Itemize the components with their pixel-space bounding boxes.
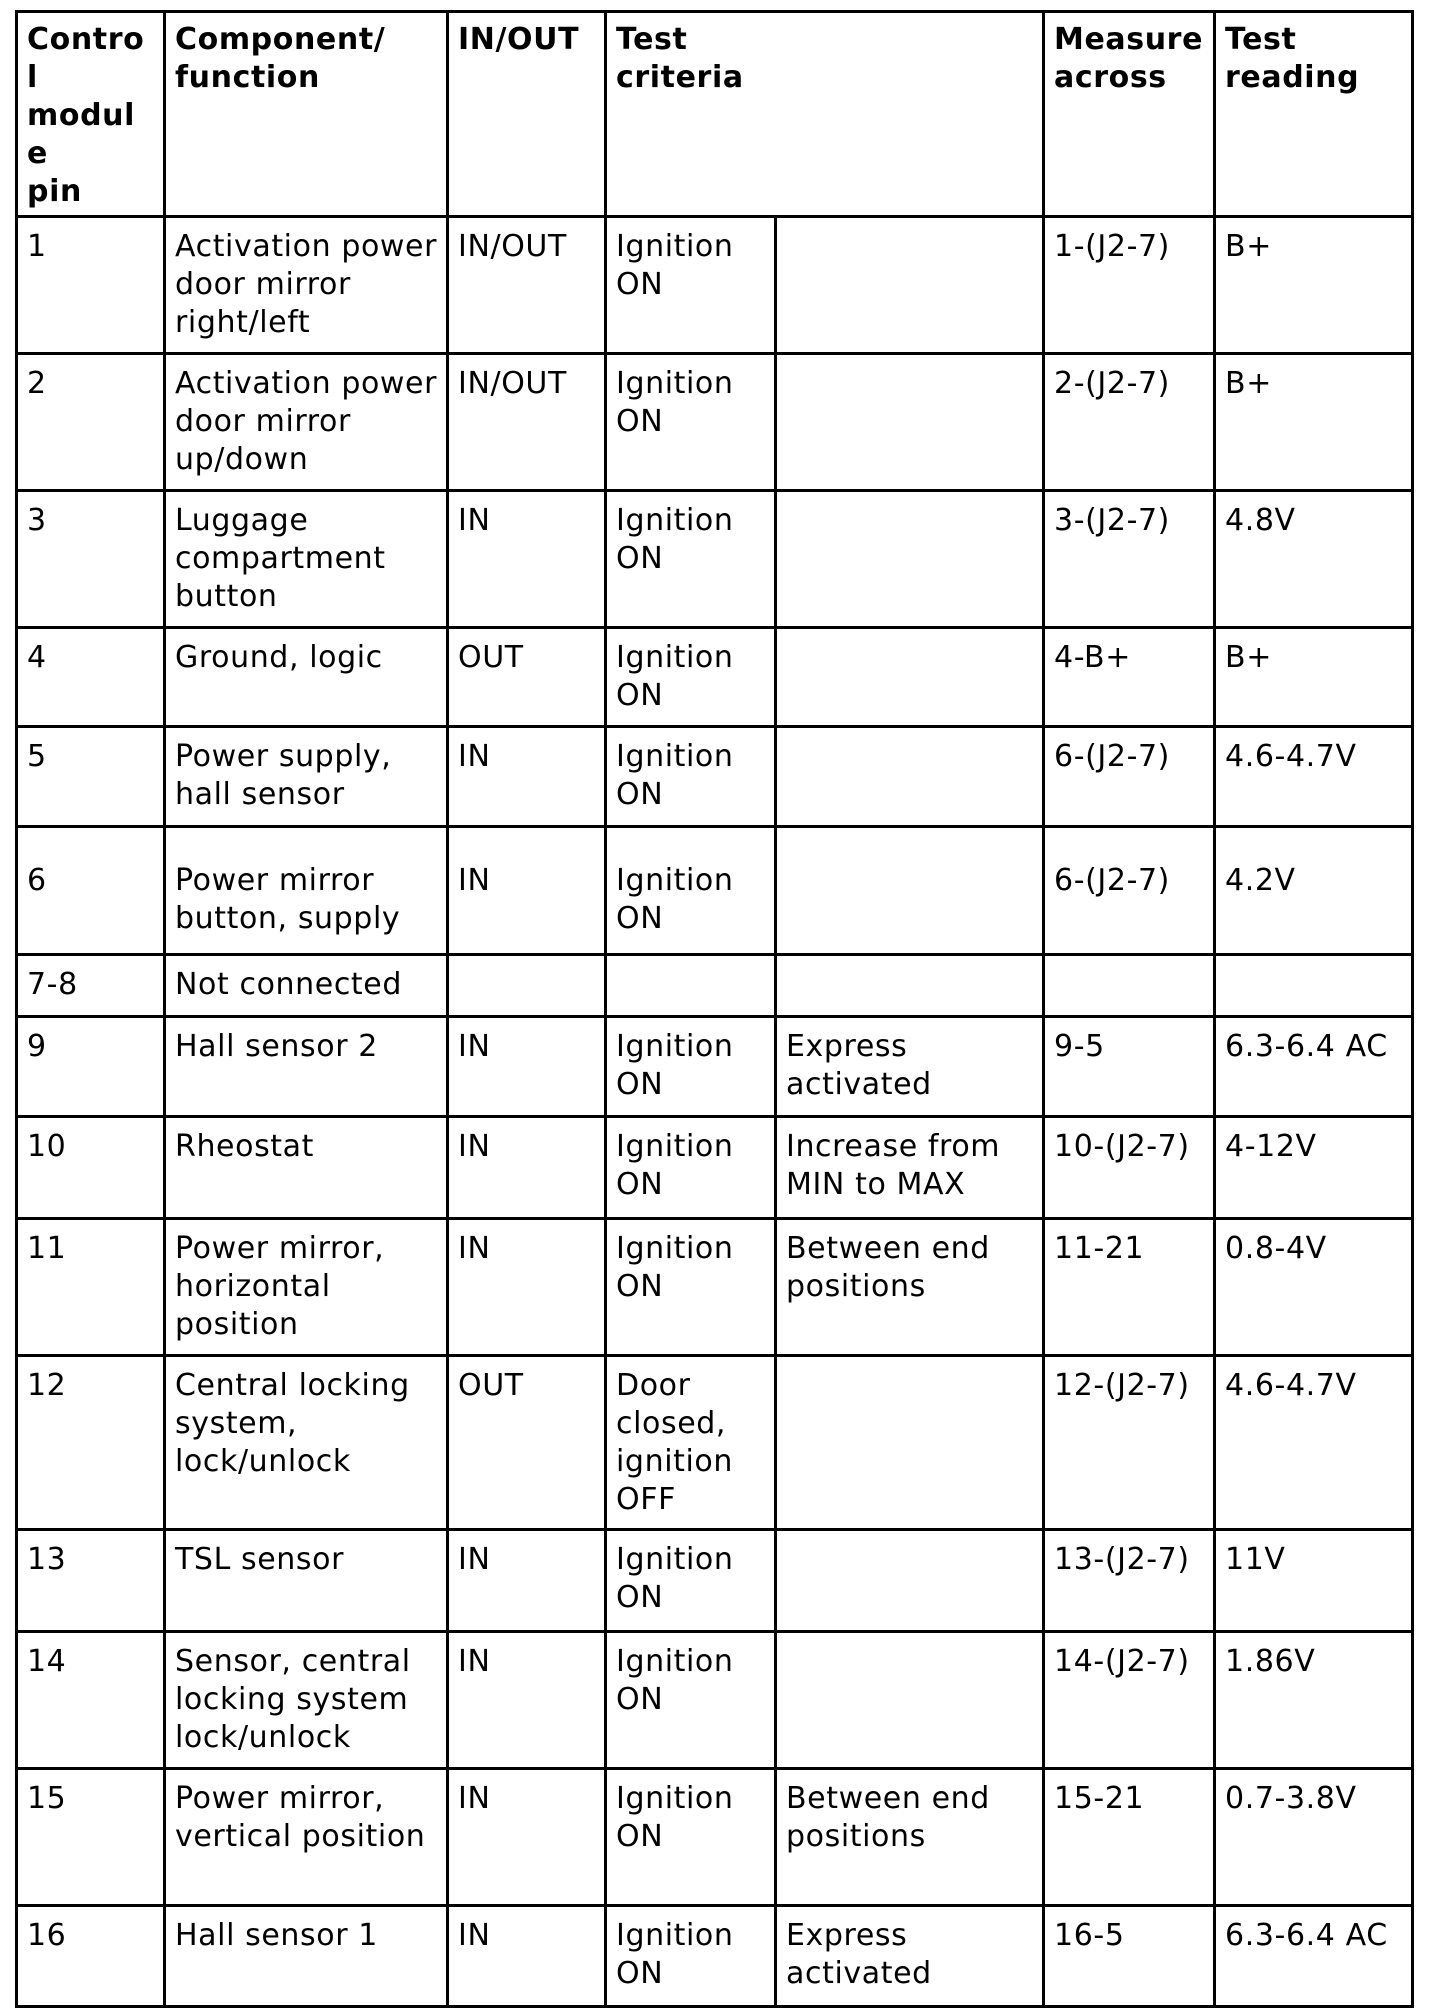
cell-io: IN (448, 1530, 606, 1632)
cell-io: IN/OUT (448, 354, 606, 491)
cell-io: IN (448, 727, 606, 827)
cell-reading: 1.86V (1215, 1632, 1413, 1769)
cell-component: Power mirror, vertical position (165, 1769, 448, 1906)
table-row (17, 1769, 1413, 1906)
cell-io: IN/OUT (448, 217, 606, 354)
cell-pin: 5 (17, 727, 165, 827)
cell-criteria-a: Ignition ON (606, 1017, 776, 1117)
header-measure: Measure across (1044, 12, 1215, 217)
cell-criteria-b: Increase from MIN to MAX (776, 1117, 1044, 1219)
table-row (17, 1117, 1413, 1219)
cell-measure: 6-(J2-7) (1044, 727, 1215, 827)
header-reading: Test reading (1215, 12, 1413, 217)
cell-pin: 10 (17, 1117, 165, 1219)
cell-criteria-b (776, 354, 1044, 491)
header-io: IN/OUT (448, 12, 606, 217)
table-row (17, 491, 1413, 628)
cell-io (448, 955, 606, 1017)
table-header-row (17, 12, 1413, 217)
cell-criteria-b (776, 1530, 1044, 1632)
cell-criteria-b: Express activated (776, 1017, 1044, 1117)
cell-criteria-a: Ignition ON (606, 827, 776, 955)
cell-reading: 0.8-4V (1215, 1219, 1413, 1356)
cell-measure: 15-21 (1044, 1769, 1215, 1906)
cell-criteria-b (776, 955, 1044, 1017)
cell-pin: 6 (17, 827, 165, 955)
cell-component: Sensor, central locking system lock/unlock (165, 1632, 448, 1769)
cell-component: Power mirror button, supply (165, 827, 448, 955)
cell-reading: 11V (1215, 1530, 1413, 1632)
cell-pin: 15 (17, 1769, 165, 1906)
cell-measure: 1-(J2-7) (1044, 217, 1215, 354)
cell-io: IN (448, 827, 606, 955)
cell-component: Ground, logic (165, 628, 448, 727)
cell-component: Central locking system, lock/unlock (165, 1356, 448, 1530)
cell-criteria-b: Between end positions (776, 1769, 1044, 1906)
cell-reading: 4.6-4.7V (1215, 727, 1413, 827)
cell-pin: 2 (17, 354, 165, 491)
cell-reading: 4.8V (1215, 491, 1413, 628)
cell-io: IN (448, 1632, 606, 1769)
cell-reading: 6.3-6.4 AC (1215, 1017, 1413, 1117)
table-body (17, 217, 1413, 2007)
cell-criteria-b (776, 727, 1044, 827)
cell-measure: 3-(J2-7) (1044, 491, 1215, 628)
table-row (17, 1632, 1413, 1769)
cell-io: OUT (448, 628, 606, 727)
table-row (17, 727, 1413, 827)
cell-component: Hall sensor 2 (165, 1017, 448, 1117)
table-row (17, 1530, 1413, 1632)
cell-criteria-a: Ignition ON (606, 727, 776, 827)
cell-reading: 4-12V (1215, 1117, 1413, 1219)
cell-criteria-a: Ignition ON (606, 1117, 776, 1219)
cell-component: Power supply, hall sensor (165, 727, 448, 827)
header-pin: Control module pin (17, 12, 165, 217)
table-row (17, 217, 1413, 354)
cell-measure: 4-B+ (1044, 628, 1215, 727)
cell-criteria-b (776, 1356, 1044, 1530)
cell-io: IN (448, 1906, 606, 2007)
cell-reading: 4.6-4.7V (1215, 1356, 1413, 1530)
table-row (17, 1906, 1413, 2007)
cell-pin: 9 (17, 1017, 165, 1117)
cell-reading (1215, 955, 1413, 1017)
cell-measure: 12-(J2-7) (1044, 1356, 1215, 1530)
cell-measure: 2-(J2-7) (1044, 354, 1215, 491)
cell-criteria-a: Door closed, ignition OFF (606, 1356, 776, 1530)
cell-criteria-b (776, 628, 1044, 727)
header-criteria: Test criteria (606, 12, 1044, 217)
cell-measure (1044, 955, 1215, 1017)
cell-criteria-a: Ignition ON (606, 354, 776, 491)
cell-pin: 7-8 (17, 955, 165, 1017)
cell-criteria-a: Ignition ON (606, 217, 776, 354)
cell-criteria-b: Between end positions (776, 1219, 1044, 1356)
cell-component: Power mirror, horizontal position (165, 1219, 448, 1356)
cell-criteria-a (606, 955, 776, 1017)
cell-io: IN (448, 1769, 606, 1906)
cell-io: IN (448, 491, 606, 628)
cell-pin: 3 (17, 491, 165, 628)
cell-criteria-a: Ignition ON (606, 1530, 776, 1632)
cell-component: Activation power door mirror right/left (165, 217, 448, 354)
cell-criteria-a: Ignition ON (606, 1219, 776, 1356)
cell-component: Luggage compartment button (165, 491, 448, 628)
cell-component: Rheostat (165, 1117, 448, 1219)
table-row (17, 628, 1413, 727)
cell-reading: 4.2V (1215, 827, 1413, 955)
cell-criteria-b (776, 1632, 1044, 1769)
cell-measure: 16-5 (1044, 1906, 1215, 2007)
cell-pin: 16 (17, 1906, 165, 2007)
cell-component: Activation power door mirror up/down (165, 354, 448, 491)
cell-pin: 13 (17, 1530, 165, 1632)
cell-io: OUT (448, 1356, 606, 1530)
cell-pin: 12 (17, 1356, 165, 1530)
table-row (17, 955, 1413, 1017)
cell-component: TSL sensor (165, 1530, 448, 1632)
cell-criteria-b (776, 217, 1044, 354)
cell-component: Not connected (165, 955, 448, 1017)
cell-criteria-a: Ignition ON (606, 1906, 776, 2007)
cell-io: IN (448, 1017, 606, 1117)
cell-criteria-a: Ignition ON (606, 491, 776, 628)
cell-criteria-a: Ignition ON (606, 628, 776, 727)
cell-criteria-b: Express activated (776, 1906, 1044, 2007)
cell-criteria-b (776, 827, 1044, 955)
cell-reading: 0.7-3.8V (1215, 1769, 1413, 1906)
cell-io: IN (448, 1117, 606, 1219)
table-row (17, 354, 1413, 491)
cell-measure: 14-(J2-7) (1044, 1632, 1215, 1769)
cell-criteria-a: Ignition ON (606, 1632, 776, 1769)
cell-reading: B+ (1215, 354, 1413, 491)
cell-measure: 10-(J2-7) (1044, 1117, 1215, 1219)
cell-measure: 11-21 (1044, 1219, 1215, 1356)
cell-pin: 14 (17, 1632, 165, 1769)
cell-pin: 4 (17, 628, 165, 727)
header-component: Component/ function (165, 12, 448, 217)
cell-reading: 6.3-6.4 AC (1215, 1906, 1413, 2007)
cell-measure: 13-(J2-7) (1044, 1530, 1215, 1632)
table-row (17, 827, 1413, 955)
control-module-pin-table (15, 10, 1414, 2008)
table-row (17, 1356, 1413, 1530)
cell-component: Hall sensor 1 (165, 1906, 448, 2007)
cell-reading: B+ (1215, 628, 1413, 727)
cell-measure: 6-(J2-7) (1044, 827, 1215, 955)
table-row (17, 1017, 1413, 1117)
cell-io: IN (448, 1219, 606, 1356)
cell-pin: 1 (17, 217, 165, 354)
cell-criteria-a: Ignition ON (606, 1769, 776, 1906)
cell-measure: 9-5 (1044, 1017, 1215, 1117)
cell-reading: B+ (1215, 217, 1413, 354)
table-row (17, 1219, 1413, 1356)
cell-pin: 11 (17, 1219, 165, 1356)
cell-criteria-b (776, 491, 1044, 628)
